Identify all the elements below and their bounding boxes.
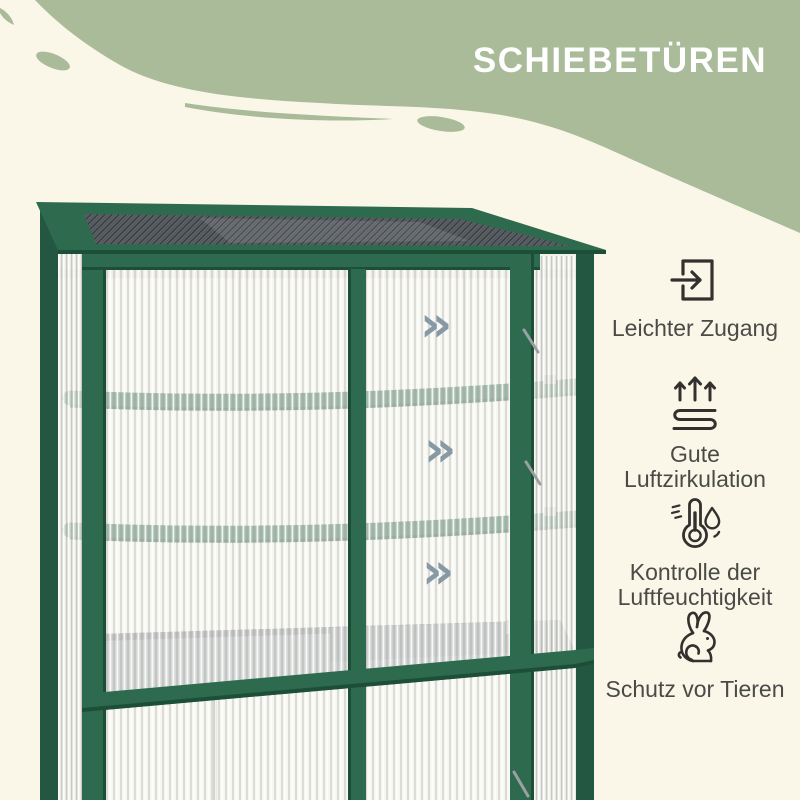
sliver-accent <box>185 103 393 121</box>
feature-air-circulation <box>585 376 800 492</box>
sliding-direction-chevrons <box>420 295 456 600</box>
feature-label: Leichter Zugang <box>611 315 779 341</box>
thermometer-droplet-icon <box>666 494 724 550</box>
chevron-right-icon: » <box>420 295 453 353</box>
feature-easy-access <box>585 250 800 341</box>
feature-label: Gute Luftzirkulation <box>624 441 766 492</box>
feature-label: Kontrolle der Luftfeuchtigkeit <box>617 559 773 610</box>
polycarbonate-panels <box>58 252 576 800</box>
greenhouse-image <box>0 190 620 800</box>
air-circulation-icon <box>663 376 727 432</box>
chevron-right-icon: » <box>422 542 455 600</box>
corner-leaf-accent <box>0 8 14 25</box>
chevron-right-icon: » <box>424 420 457 478</box>
rabbit-icon <box>665 611 725 667</box>
door-entry-icon <box>669 250 721 306</box>
feature-animal-protection <box>585 611 800 702</box>
leaf-accent-right <box>416 113 466 134</box>
page-title: SCHIEBETÜREN <box>472 41 768 80</box>
feature-label: Schutz vor Tieren <box>605 676 785 702</box>
feature-humidity-control <box>585 494 800 610</box>
roof <box>36 202 606 254</box>
leaf-accent-left <box>34 48 73 74</box>
